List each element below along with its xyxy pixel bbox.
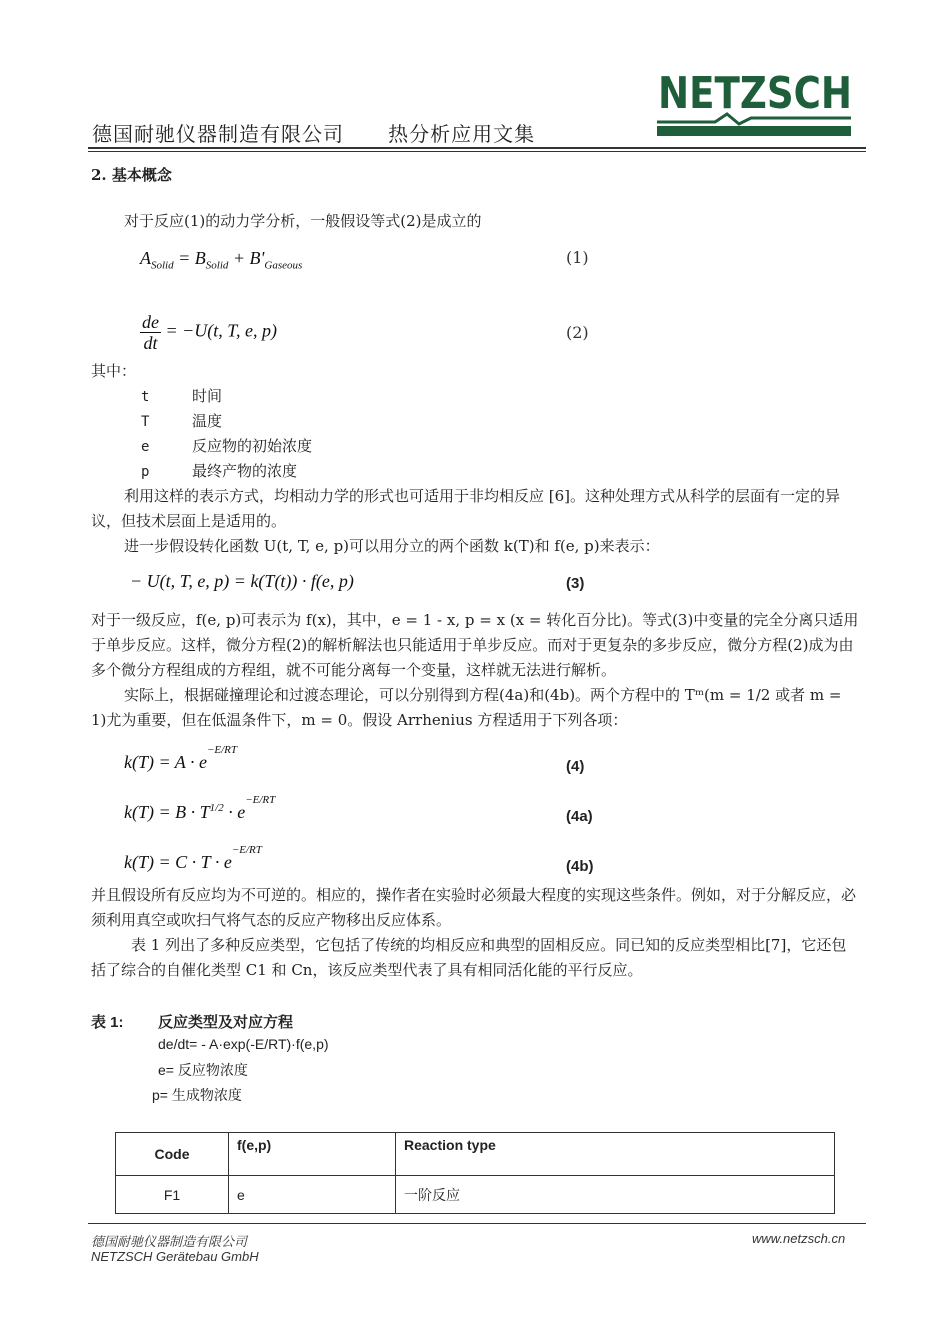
equation-4: $k(T) = A \cdot e^{-E/RT}$ — [124, 744, 238, 772]
symbol: e — [141, 439, 150, 455]
company-name: 德国耐驰仪器制造有限公司 — [92, 122, 344, 146]
table-header-row — [116, 1133, 835, 1176]
equation-1-number: (1) — [566, 248, 589, 267]
paragraph-1: 利用这样的表示方式，均相动力学的形式也可适用于非均相反应 [6]。这种处理方式从科学的层面有一定的异议，但技术层面上是适用的。 — [91, 487, 841, 530]
equation-3-number: (3) — [566, 575, 585, 592]
header-rule-thin — [88, 151, 866, 152]
symbol-desc: 时间 — [192, 387, 223, 405]
table-cell-fep: e — [229, 1176, 396, 1214]
table-header-code: Code — [116, 1133, 229, 1176]
equation-2-number: (2) — [566, 323, 589, 342]
table-row — [116, 1176, 835, 1214]
symbol-desc: 最终产物的浓度 — [192, 462, 298, 480]
logo-text: NETZSCH — [658, 68, 852, 119]
equation-1: $A_{Solid} = B_{Solid} + B'_{Gaseous}$ — [140, 248, 303, 272]
table-note: p= 生成物浓度 — [152, 1087, 242, 1103]
paragraph-2: 进一步假设转化函数 U(t, T, e, p)可以用分立的两个函数 k(T)和 f(e, p)来表示： — [124, 537, 660, 555]
table-cell-reaction-type: 一阶反应 — [396, 1176, 835, 1214]
equation-4a: $k(T) = B \cdot T^{1/2} \cdot e^{-E/RT}$ — [124, 794, 276, 822]
header-title — [92, 118, 535, 147]
paragraph-6: 表 1 列出了多种反应类型，它包括了传统的均相反应和典型的固相反应。同已知的反应类型相比[7]，它还包括了综合的自催化类型 C1 和 Cn，该反应类型代表了具有相同活化能的平行反应。 — [91, 936, 847, 979]
header-rule — [88, 147, 866, 149]
equation-4-number: (4) — [566, 758, 585, 775]
table-note: e= 反应物浓度 — [158, 1062, 248, 1078]
paragraph-3: 对于一级反应，f(e, p)可表示为 f(x)，其中，e = 1 - x, p = x (x = 转化百分比)。等式(3)中变量的完全分离只适用于单步反应。这样，微分方程(2)的解析解法也只能适用于单步反应。而对于更复杂的多步反应，微分方程(2)成为由多个微分方程组成的方程组，就不可能分离每一个变量，这样就无法进行解析。 — [91, 611, 859, 679]
equation-2: $\frac{de}{dt}$ = −U(t, T, e, p) — [142, 312, 277, 353]
symbol: T — [141, 414, 150, 430]
paragraph-4: 实际上，根据碰撞理论和过渡态理论，可以分别得到方程(4a)和(4b)。两个方程中的 Tᵐ(m = 1/2 或者 m = 1)尤为重要，但在低温条件下，m = 0。假设 Arrhenius 方程适用于下列各项： — [91, 686, 842, 729]
where-label: 其中： — [91, 362, 137, 380]
symbol-desc: 温度 — [192, 412, 223, 430]
table-note: de/dt= - A·exp(-E/RT)·f(e,p) — [158, 1036, 329, 1052]
equation-4b: $k(T) = C \cdot T \cdot e^{-E/RT}$ — [124, 844, 262, 872]
symbol: p — [141, 464, 150, 480]
table-cell-code: F1 — [116, 1176, 229, 1214]
table-header-reaction-type: Reaction type — [396, 1133, 835, 1176]
equation-3: − U(t, T, e, p) = k(T(t)) · f(e, p) — [130, 571, 354, 591]
footer-company-de: NETZSCH Gerätebau GmbH — [91, 1249, 259, 1264]
symbol: t — [141, 389, 150, 405]
paragraph-5: 并且假设所有反应均为不可逆的。相应的，操作者在实验时必须最大程度的实现这些条件。例如，对于分解反应，必须利用真空或吹扫气将气态的反应产物移出反应体系。 — [91, 886, 857, 929]
footer-company-cn: 德国耐驰仪器制造有限公司 — [91, 1234, 248, 1249]
netzsch-logo — [655, 68, 855, 142]
symbol-desc: 反应物的初始浓度 — [192, 437, 313, 455]
intro-text: 对于反应(1)的动力学分析，一般假设等式(2)是成立的 — [124, 212, 482, 230]
equation-4a-number: (4a) — [566, 808, 593, 825]
table-header-fep: f(e,p) — [229, 1133, 396, 1176]
footer-rule — [88, 1223, 866, 1224]
reaction-table — [115, 1132, 835, 1214]
section-title: 2. 基本概念 — [91, 166, 172, 184]
table-title: 反应类型及对应方程 — [158, 1014, 294, 1031]
collection-name: 热分析应用文集 — [388, 122, 536, 146]
equation-4b-number: (4b) — [566, 858, 594, 875]
footer-website[interactable]: www.netzsch.cn — [752, 1231, 846, 1246]
table-label: 表 1: — [91, 1014, 124, 1031]
